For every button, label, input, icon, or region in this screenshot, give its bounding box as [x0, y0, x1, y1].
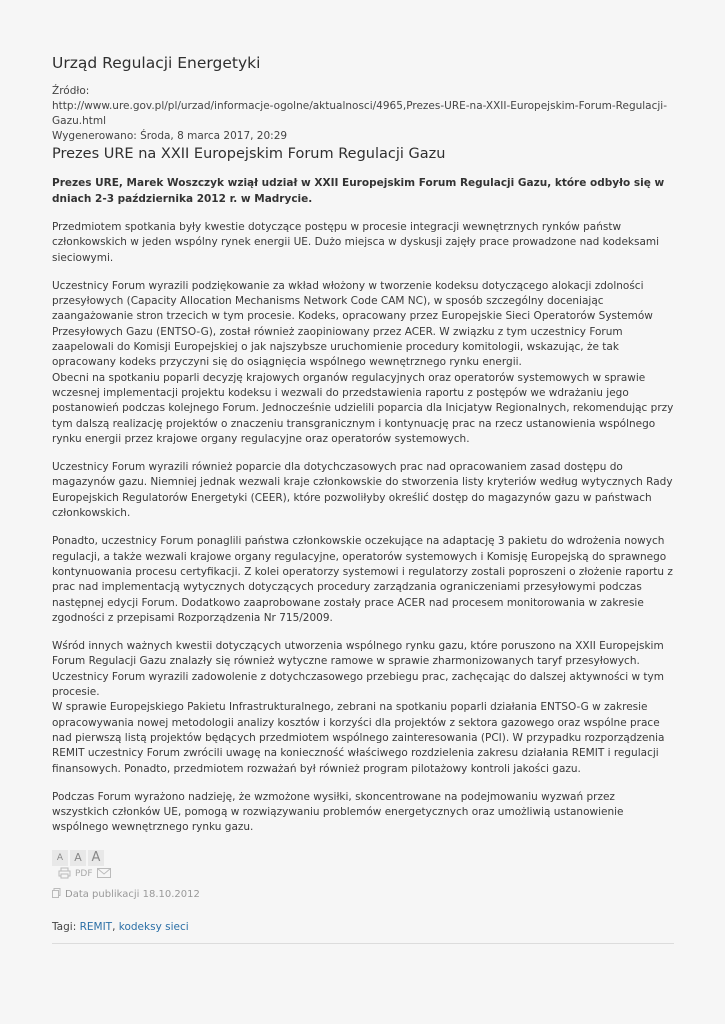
document-page: [52, 52, 674, 944]
publication-date-text: Data publikacji 18.10.2012: [65, 888, 200, 900]
print-icon[interactable]: [58, 867, 71, 882]
mail-icon[interactable]: [97, 868, 111, 881]
source-meta: [52, 84, 674, 144]
paragraph-2: Uczestnicy Forum wyrazili podziękowanie za wkład włożony w tworzenie kodeksu dotyczącego alokacji zdolności przesyłowych (Capacity Allocation Mechanisms Network Code CAM NC), w sposób szczególny doceniając zaangażowanie stron trzecich w tym procesie. Kodeks, opracowany przez Europejskie Sieci Operatorów Systemów Przesyłowych Gazu (ENTSO-G), został również zaopiniowany przez ACER. W związku z tym uczestnicy Forum zaapelowali do Komisji Europejskiej o jak najszybsze uruchomienie procedury komitologii, wskazując, że tak opracowany kodeks przyczyni się do osiągnięcia wspólnego wewnętrznego rynku energii.: [52, 279, 653, 369]
document-icon: [52, 888, 61, 901]
tag-link-kodeksy-sieci[interactable]: kodeksy sieci: [118, 920, 189, 933]
paragraph-4: Uczestnicy Forum wyrazili również poparcie dla dotychczasowych prac nad opracowaniem zasad dostępu do magazynów gazu. Niemniej jednak wezwali kraje członkowskie do stworzenia listy kryteriów według wytycznych Rady Europejskich Regulatorów Energetyki (CEER), które pozwoliłyby określić dostęp do magazynów gazu w państwach członkowskich.: [52, 461, 673, 520]
pdf-button[interactable]: PDF: [75, 869, 93, 880]
tags-label: Tagi:: [52, 920, 77, 933]
paragraph-3: Obecni na spotkaniu poparli decyzję krajowych organów regulacyjnych oraz operatorów systemowych w sprawie wczesnej implementacji projektu kodeksu i wezwali do przedstawienia raportu z postępów we wdrażaniu jego postanowień podczas kolejnego Forum. Jednocześnie udzielili poparcia dla Inicjatyw Regionalnych, rekomendując przy tym dalszą realizację projektów o znaczeniu transgranicznym i kontynuację prac na rzecz ustanowienia wspólnego rynku energii przez krajowe organy regulacyjne oraz operatorów systemowych.: [52, 371, 674, 445]
share-tools: [58, 867, 674, 882]
paragraph-8: Podczas Forum wyrażono nadzieję, że wzmożone wysiłki, skoncentrowane na podejmowaniu wyzwań przez wszystkich członków UE, pomogą w rozwiązywaniu problemów energetycznych oraz umożliwią ustanowienie wspólnego wewnętrznego rynku gazu.: [52, 790, 624, 834]
paragraph-1: Przedmiotem spotkania były kwestie dotyczące postępu w procesie integracji wewnętrznych rynków państw członkowskich w jeden wspólny rynek energii UE. Dużo miejsca w dyskusji zajęły prace prowadzone nad kodeksami sieciowymi.: [52, 221, 660, 264]
tag-link-remit[interactable]: REMIT: [79, 920, 113, 933]
article-lead: Prezes URE, Marek Woszczyk wziął udział w XXII Europejskim Forum Regulacji Gazu, które odbyło się w dniach 2-3 października 2012 r. w Madrycie.: [52, 177, 665, 205]
tag-separator: ,: [112, 920, 119, 933]
source-label: Źródło:: [52, 85, 90, 97]
font-size-controls: [52, 850, 674, 866]
tags: [52, 921, 674, 933]
publication-date: [52, 888, 674, 901]
paragraph-7: W sprawie Europejskiego Pakietu Infrastrukturalnego, zebrani na spotkaniu poparli działania ENTSO-G w zakresie opracowywania nowej metodologii analizy kosztów i korzyści dla projektów z sektora gazowego oraz wspólne prace nad pierwszą listą projektów będących przedmiotem wspólnego zainteresowania (PCI). W przypadku rozporządzenia REMIT uczestnicy Forum zwrócili uwagę na konieczność właściwego rozdzielenia zakresu działania REMIT i regulacji finansowych. Ponadto, przedmiotem rozważań był również program pilotażowy kontroli jakości gazu.: [52, 701, 665, 775]
font-large-button[interactable]: A: [88, 850, 104, 866]
source-url[interactable]: http://www.ure.gov.pl/pl/urzad/informacje-ogolne/aktualnosci/4965,Prezes-URE-na-XXII-Europejskim-Forum-Regulacji-Gazu.html: [52, 100, 668, 127]
site-title: Urząd Regulacji Energetyki: [52, 54, 261, 72]
font-small-button[interactable]: A: [52, 850, 68, 866]
article-title: Prezes URE na XXII Europejskim Forum Regulacji Gazu: [52, 146, 446, 162]
paragraph-5: Ponadto, uczestnicy Forum ponaglili państwa członkowskie oczekujące na adaptację 3 pakietu do wdrożenia nowych regulacji, a także wezwali krajowe organy regulacyjne, operatorów systemowych i Komisję Europejską do sprawnego kontynuowania procesu certyfikacji. Z kolei operatorzy systemowi i regulatorzy zostali poproszeni o złożenie raportu z prac nad implementacją wytycznych dotyczących procedury zarządzania ograniczeniami przesyłowymi podczas następnej edycji Forum. Dodatkowo zaaprobowane zostały prace ACER nad procesem monitorowania w zakresie zgodności z przepisami Rozporządzenia Nr 715/2009.: [52, 535, 673, 624]
paragraph-6: Wśród innych ważnych kwestii dotyczących utworzenia wspólnego rynku gazu, które poruszono na XXII Europejskim Forum Regulacji Gazu znalazły się również wytyczne ramowe w sprawie zharmonizowanych taryf przesyłowych. Uczestnicy Forum wyrazili zadowolenie z dotychczasowego przebiegu prac, zachęcając do dalszej aktywności w tym procesie.: [52, 640, 664, 699]
bottom-divider: [52, 943, 674, 944]
generated-date: Wygenerowano: Środa, 8 marca 2017, 20:29: [52, 130, 288, 142]
font-medium-button[interactable]: A: [70, 850, 86, 866]
